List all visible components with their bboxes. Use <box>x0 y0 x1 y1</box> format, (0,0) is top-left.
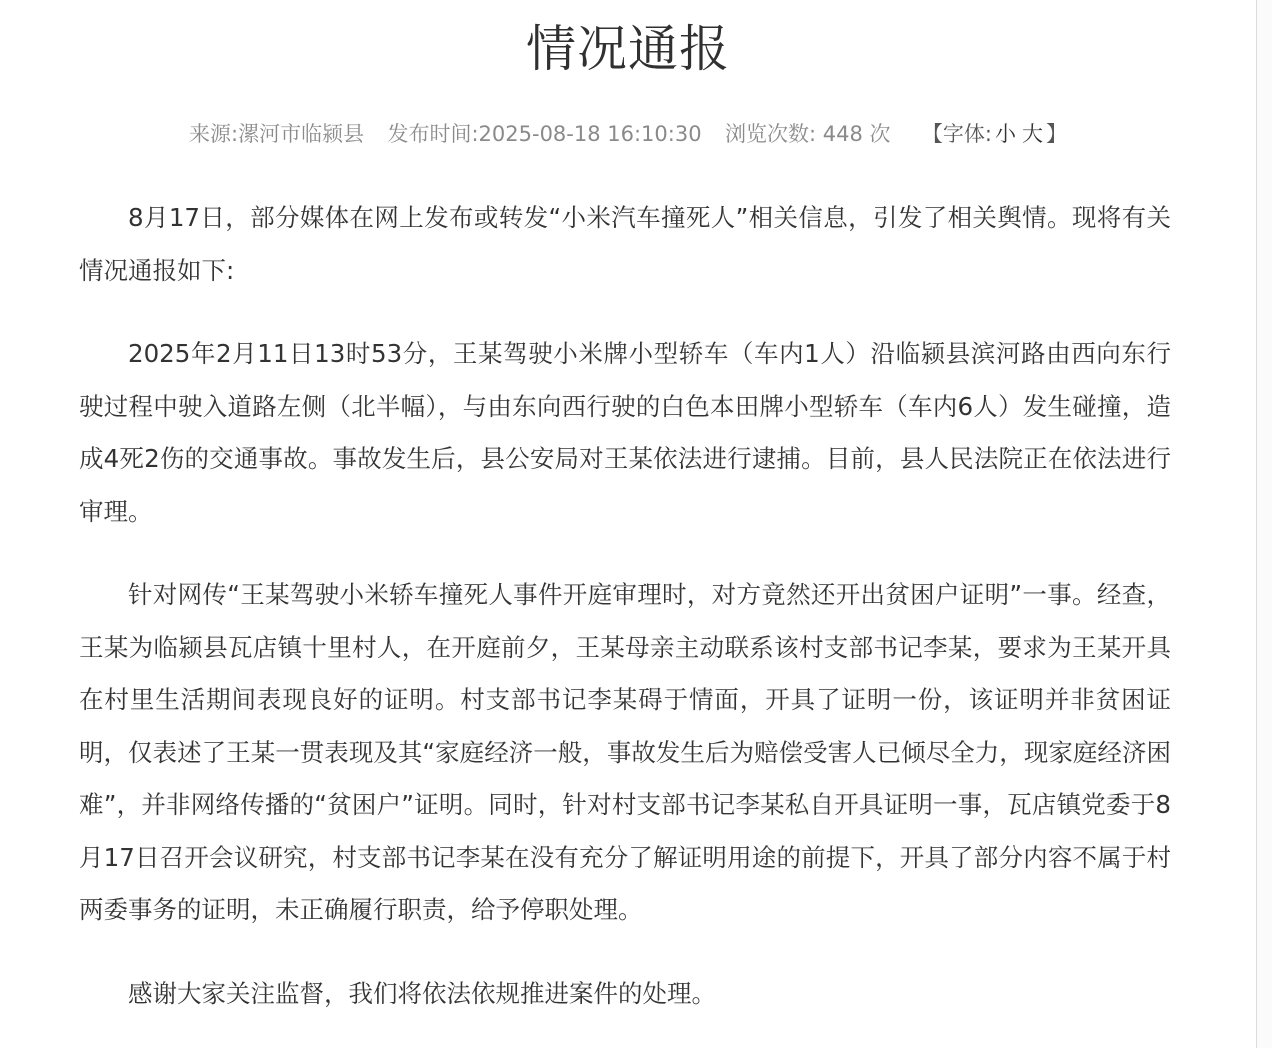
font-switch-open: 【字体: <box>921 122 992 146</box>
font-switch-close: 】 <box>1045 122 1067 146</box>
source-label: 来源: <box>189 122 239 146</box>
paragraph-accident: 2025年2月11日13时53分，王某驾驶小米牌小型轿车（车内1人）沿临颍县滨河路由西向东行驶过程中驶入道路左侧（北半幅），与由东向西行驶的白色本田牌小型轿车（车内6人）发生碰撞，造成4死2伤的交通事故。事故发生后，县公安局对王某依法进行逮捕。目前，县人民法院正在依法进行审理。 <box>79 339 1171 526</box>
views-unit: 次 <box>869 122 891 146</box>
paragraph-certificate: 针对网传“王某驾驶小米轿车撞死人事件开庭审理时，对方竟然还开出贫困户证明”一事。经查，王某为临颍县瓦店镇十里村人，在开庭前夕，王某母亲主动联系该村支部书记李某，要求为王某开具在村里生活期间表现良好的证明。村支部书记李某碍于情面，开具了证明一份，该证明并非贫困证明，仅表述了王某一贯表现及其“家庭经济一般，事故发生后为赔偿受害人已倾尽全力，现家庭经济困难”，并非网络传播的“贫困户”证明。同时，针对村支部书记李某私自开具证明一事，瓦店镇党委于8月17日召开会议研究，村支部书记李某在没有充分了解证明用途的前提下，开具了部分内容不属于村两委事务的证明，未正确履行职责，给予停职处理。 <box>79 580 1171 924</box>
article-meta <box>0 118 1256 150</box>
published-label: 发布时间: <box>387 122 479 146</box>
font-size-switch <box>922 122 1067 146</box>
paragraph-closing: 感谢大家关注监督，我们将依法依规推进案件的处理。 <box>128 978 716 1008</box>
views-label: 浏览次数: <box>724 122 817 146</box>
article-title: 情况通报 <box>526 20 730 78</box>
article-body <box>79 192 1171 1051</box>
paragraph-intro: 8月17日，部分媒体在网上发布或转发“小米汽车撞死人”相关信息，引发了相关舆情。现将有关情况通报如下: <box>79 203 1171 285</box>
font-small-button[interactable]: 小 <box>994 122 1016 146</box>
published-value: 2025-08-18 16:10:30 <box>478 122 702 146</box>
window-right-edge <box>1256 0 1272 1048</box>
font-large-button[interactable]: 大 <box>1021 122 1043 146</box>
views-count: 448 <box>822 122 863 146</box>
source-value: 漯河市临颍县 <box>238 122 365 146</box>
